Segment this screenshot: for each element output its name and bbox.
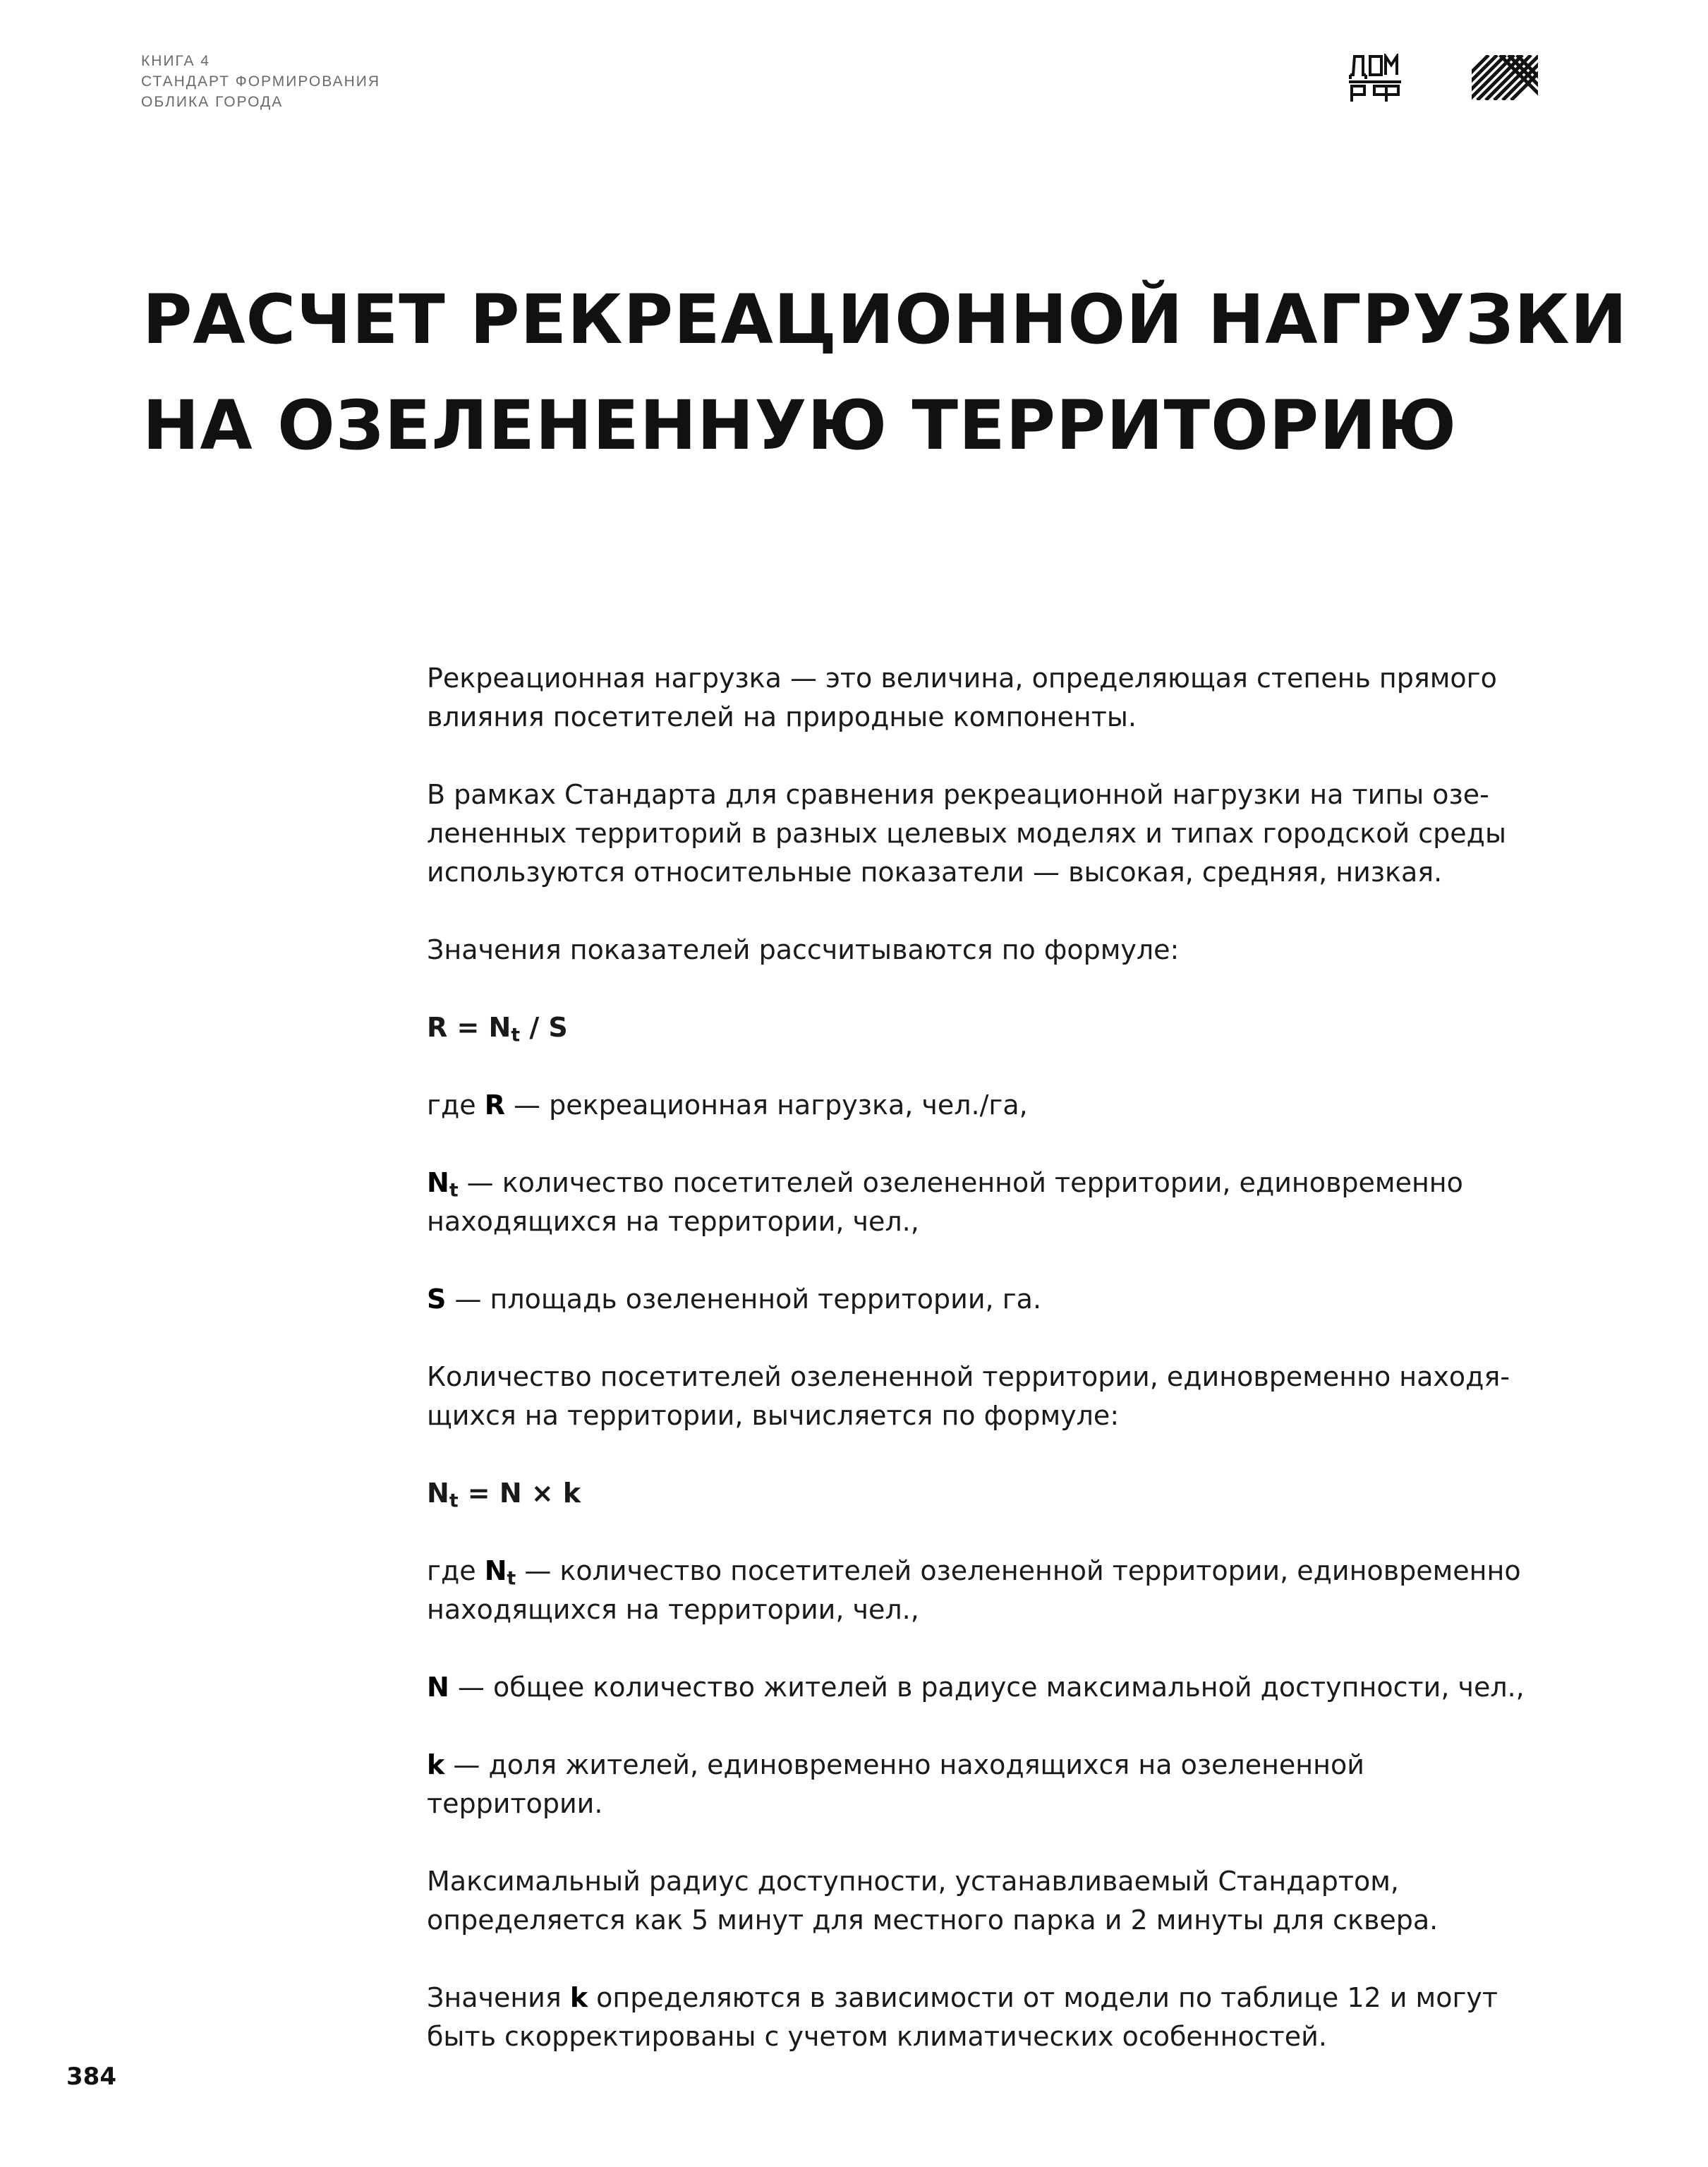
- formula-recreational-load: [427, 1008, 1534, 1047]
- formula1-left: R = N: [427, 1012, 511, 1043]
- definition-nt-text: — количество посетителей озелененной территории, единовременно находящихся на территории, чел.,: [427, 1167, 1463, 1237]
- body-content: [427, 659, 1534, 2056]
- page-title-line2: НА ОЗЕЛЕНЕННУЮ ТЕРРИТОРИЮ: [143, 386, 1458, 465]
- formula-visitors: [427, 1474, 1534, 1513]
- paragraph-radius: Максимальный радиус доступности, устанавливаемый Стандартом, определяется как 5 минут для местного парка и 2 минуты для сквера.: [427, 1866, 1439, 1936]
- page-title-line1: РАСЧЕТ РЕКРЕАЦИОННОЙ НАГРУЗКИ: [143, 280, 1628, 359]
- k-values-text: определяются в зависимости от модели по таблице 12 и могут быть скорректированы с учетом климатических особенностей.: [427, 1982, 1498, 2052]
- symbol2-n: N: [484, 1555, 507, 1586]
- dom-rf-logo: [1347, 54, 1404, 103]
- symbol-k: k: [427, 1749, 445, 1780]
- definition2-nt: [427, 1552, 1534, 1629]
- definition-nt: [427, 1164, 1534, 1241]
- definition-s-text: — площадь озелененной территории, га.: [446, 1284, 1042, 1315]
- paragraph-standard-scope: В рамках Стандарта для сравнения рекреационной нагрузки на типы озелененных территорий в разных целевых моделях и типах городской среды используются относительные показатели — высокая, средняя, низкая.: [427, 779, 1506, 888]
- definition2-prefix: где: [427, 1555, 485, 1586]
- formula1-right: / S: [520, 1012, 568, 1043]
- definition-r-text: — рекреационная нагрузка, чел./га,: [504, 1089, 1028, 1121]
- book-title-line1: СТАНДАРТ ФОРМИРОВАНИЯ: [141, 73, 381, 90]
- book-number: КНИГА 4: [141, 53, 210, 69]
- formula2-left: N: [427, 1478, 449, 1509]
- definition-n: [427, 1668, 1534, 1707]
- definition-s: [427, 1280, 1534, 1319]
- book-title-line2: ОБЛИКА ГОРОДА: [141, 94, 284, 110]
- page-title: [143, 267, 1628, 478]
- formula1-subscript: t: [511, 1024, 521, 1046]
- definition2-nt-text: — количество посетителей озелененной территории, единовременно находящихся на территории, чел.,: [427, 1555, 1521, 1625]
- definition-n-text: — общее количество жителей в радиусе максимальной доступности, чел.,: [449, 1672, 1525, 1703]
- k-values-prefix: Значения: [427, 1982, 570, 2013]
- definition-prefix: где: [427, 1089, 485, 1121]
- formula2-right: = N × k: [458, 1478, 581, 1509]
- paragraph-k-values: [427, 1979, 1534, 2056]
- symbol-n-total: N: [427, 1672, 449, 1703]
- definition-k-text: — доля жителей, единовременно находящихся на озелененной территории.: [427, 1749, 1364, 1819]
- formula2-subscript: t: [449, 1490, 459, 1512]
- definition-k: [427, 1746, 1534, 1823]
- symbol-n: N: [427, 1167, 449, 1198]
- paragraph-visitors-intro: Количество посетителей озелененной территории, единовременно находящихся на территории, вычисляется по формуле:: [427, 1361, 1510, 1431]
- symbol-s: S: [427, 1284, 447, 1315]
- page-number: 384: [66, 2063, 116, 2091]
- diagonal-pattern-logo: [1472, 55, 1538, 100]
- definition-r: [427, 1086, 1534, 1125]
- symbol-nt-subscript: t: [449, 1179, 459, 1202]
- symbol-r: R: [484, 1089, 505, 1121]
- paragraph-definition: Рекреационная нагрузка — это величина, определяющая степень прямого влияния посетителей на природные компоненты.: [427, 663, 1497, 732]
- symbol2-nt-subscript: t: [507, 1567, 516, 1590]
- paragraph-formula-intro: Значения показателей рассчитываются по формуле:: [427, 934, 1180, 965]
- book-header: [141, 51, 380, 112]
- symbol-k-inline: k: [569, 1982, 588, 2013]
